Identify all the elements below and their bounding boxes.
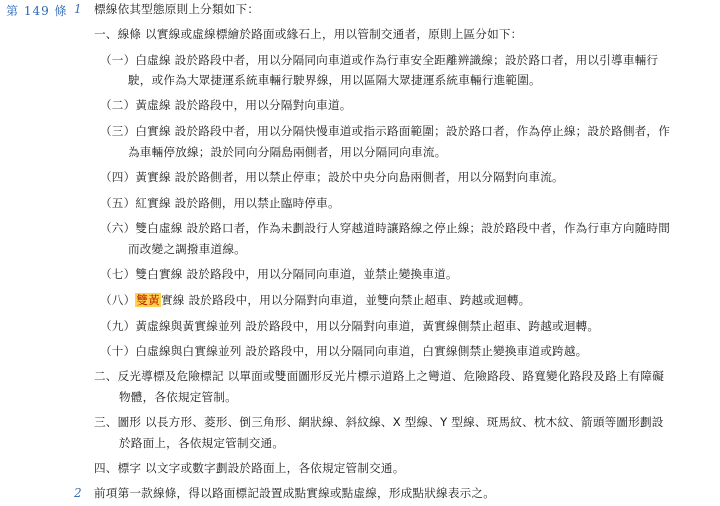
paragraph-number-1: 1 bbox=[74, 2, 82, 16]
item-8-rest: 實線 設於路段中，用以分隔對向車道，並雙向禁止超車、跨越或迴轉。 bbox=[160, 293, 531, 307]
section-3-graphics: 三、圖形 以長方形、菱形、倒三角形、網狀線、斜紋線、X 型線、Y 型線、斑馬紋、枕木紋、箭頭等圖形劃設 bbox=[94, 415, 664, 429]
section-2-continuation: 物體，各依規定管制。 bbox=[119, 390, 237, 404]
item-8-prefix: （八） bbox=[100, 293, 136, 307]
item-5-red-solid: （五）紅實線 設於路側，用以禁止臨時停車。 bbox=[100, 196, 340, 210]
item-3-white-solid: （三）白實線 設於路段中者，用以分隔快慢車道或指示路面範圍；設於路口者，作為停止線；設於路側者，作 bbox=[100, 124, 670, 138]
section-2-reflectors: 二、反光導標及危險標記 以單面或雙面圖形反光片標示道路上之彎道、危險路段、路寬變化路段及路上有障礙 bbox=[94, 369, 664, 383]
item-3-continuation: 為車輛停放線；設於同向分隔島兩側者，用以分隔同向車流。 bbox=[128, 145, 447, 159]
paragraph-1-text: 標線依其型態原則上分類如下： bbox=[94, 2, 260, 16]
item-6-continuation: 而改變之調撥車道線。 bbox=[128, 242, 246, 256]
item-6-double-white-dashed: （六）雙白虛線 設於路口者，作為未劃設行人穿越道時讓路線之停止線；設於路段中者，作為行車方向隨時間 bbox=[100, 221, 670, 235]
paragraph-number-2: 2 bbox=[74, 486, 82, 500]
item-1-white-dashed: （一）白虛線 設於路段中者，用以分隔同向車道或作為行車安全距離辨識線；設於路口者，用以引導車輛行 bbox=[100, 53, 659, 67]
item-8-double-yellow-solid bbox=[100, 291, 530, 309]
item-2-yellow-dashed: （二）黃虛線 設於路段中，用以分隔對向車道。 bbox=[100, 98, 352, 112]
item-4-yellow-solid: （四）黃實線 設於路側者，用以禁止停車；設於中央分向島兩側者，用以分隔對向車流。 bbox=[100, 170, 564, 184]
item-1-continuation: 駛，或作為大眾捷運系統車輛行駛界線，用以區隔大眾捷運系統車輛行進範圍。 bbox=[128, 73, 541, 87]
section-4-text-markings: 四、標字 以文字或數字劃設於路面上，各依規定管制交通。 bbox=[94, 461, 405, 475]
search-highlight: 雙黃 bbox=[136, 293, 160, 307]
paragraph-2-text: 前項第一款線條，得以路面標記設置成點實線或點虛線，形成點狀線表示之。 bbox=[94, 486, 495, 500]
item-9-yellow-dashed-solid: （九）黃虛線與黃實線並列 設於路段中，用以分隔對向車道，黃實線側禁止超車、跨越或迴轉。 bbox=[100, 319, 600, 333]
section-3-continuation: 於路面上，各依規定管制交通。 bbox=[119, 436, 285, 450]
item-7-double-white-solid: （七）雙白實線 設於路段中，用以分隔同向車道，並禁止變換車道。 bbox=[100, 267, 458, 281]
item-10-white-dashed-solid: （十）白虛線與白實線並列 設於路段中，用以分隔同向車道，白實線側禁止變換車道或跨越。 bbox=[100, 344, 588, 358]
section-1-lines: 一、線條 以實線或虛線標繪於路面或緣石上，用以管制交通者，原則上區分如下： bbox=[94, 27, 523, 41]
article-number-header: 第 149 條 bbox=[6, 4, 68, 18]
